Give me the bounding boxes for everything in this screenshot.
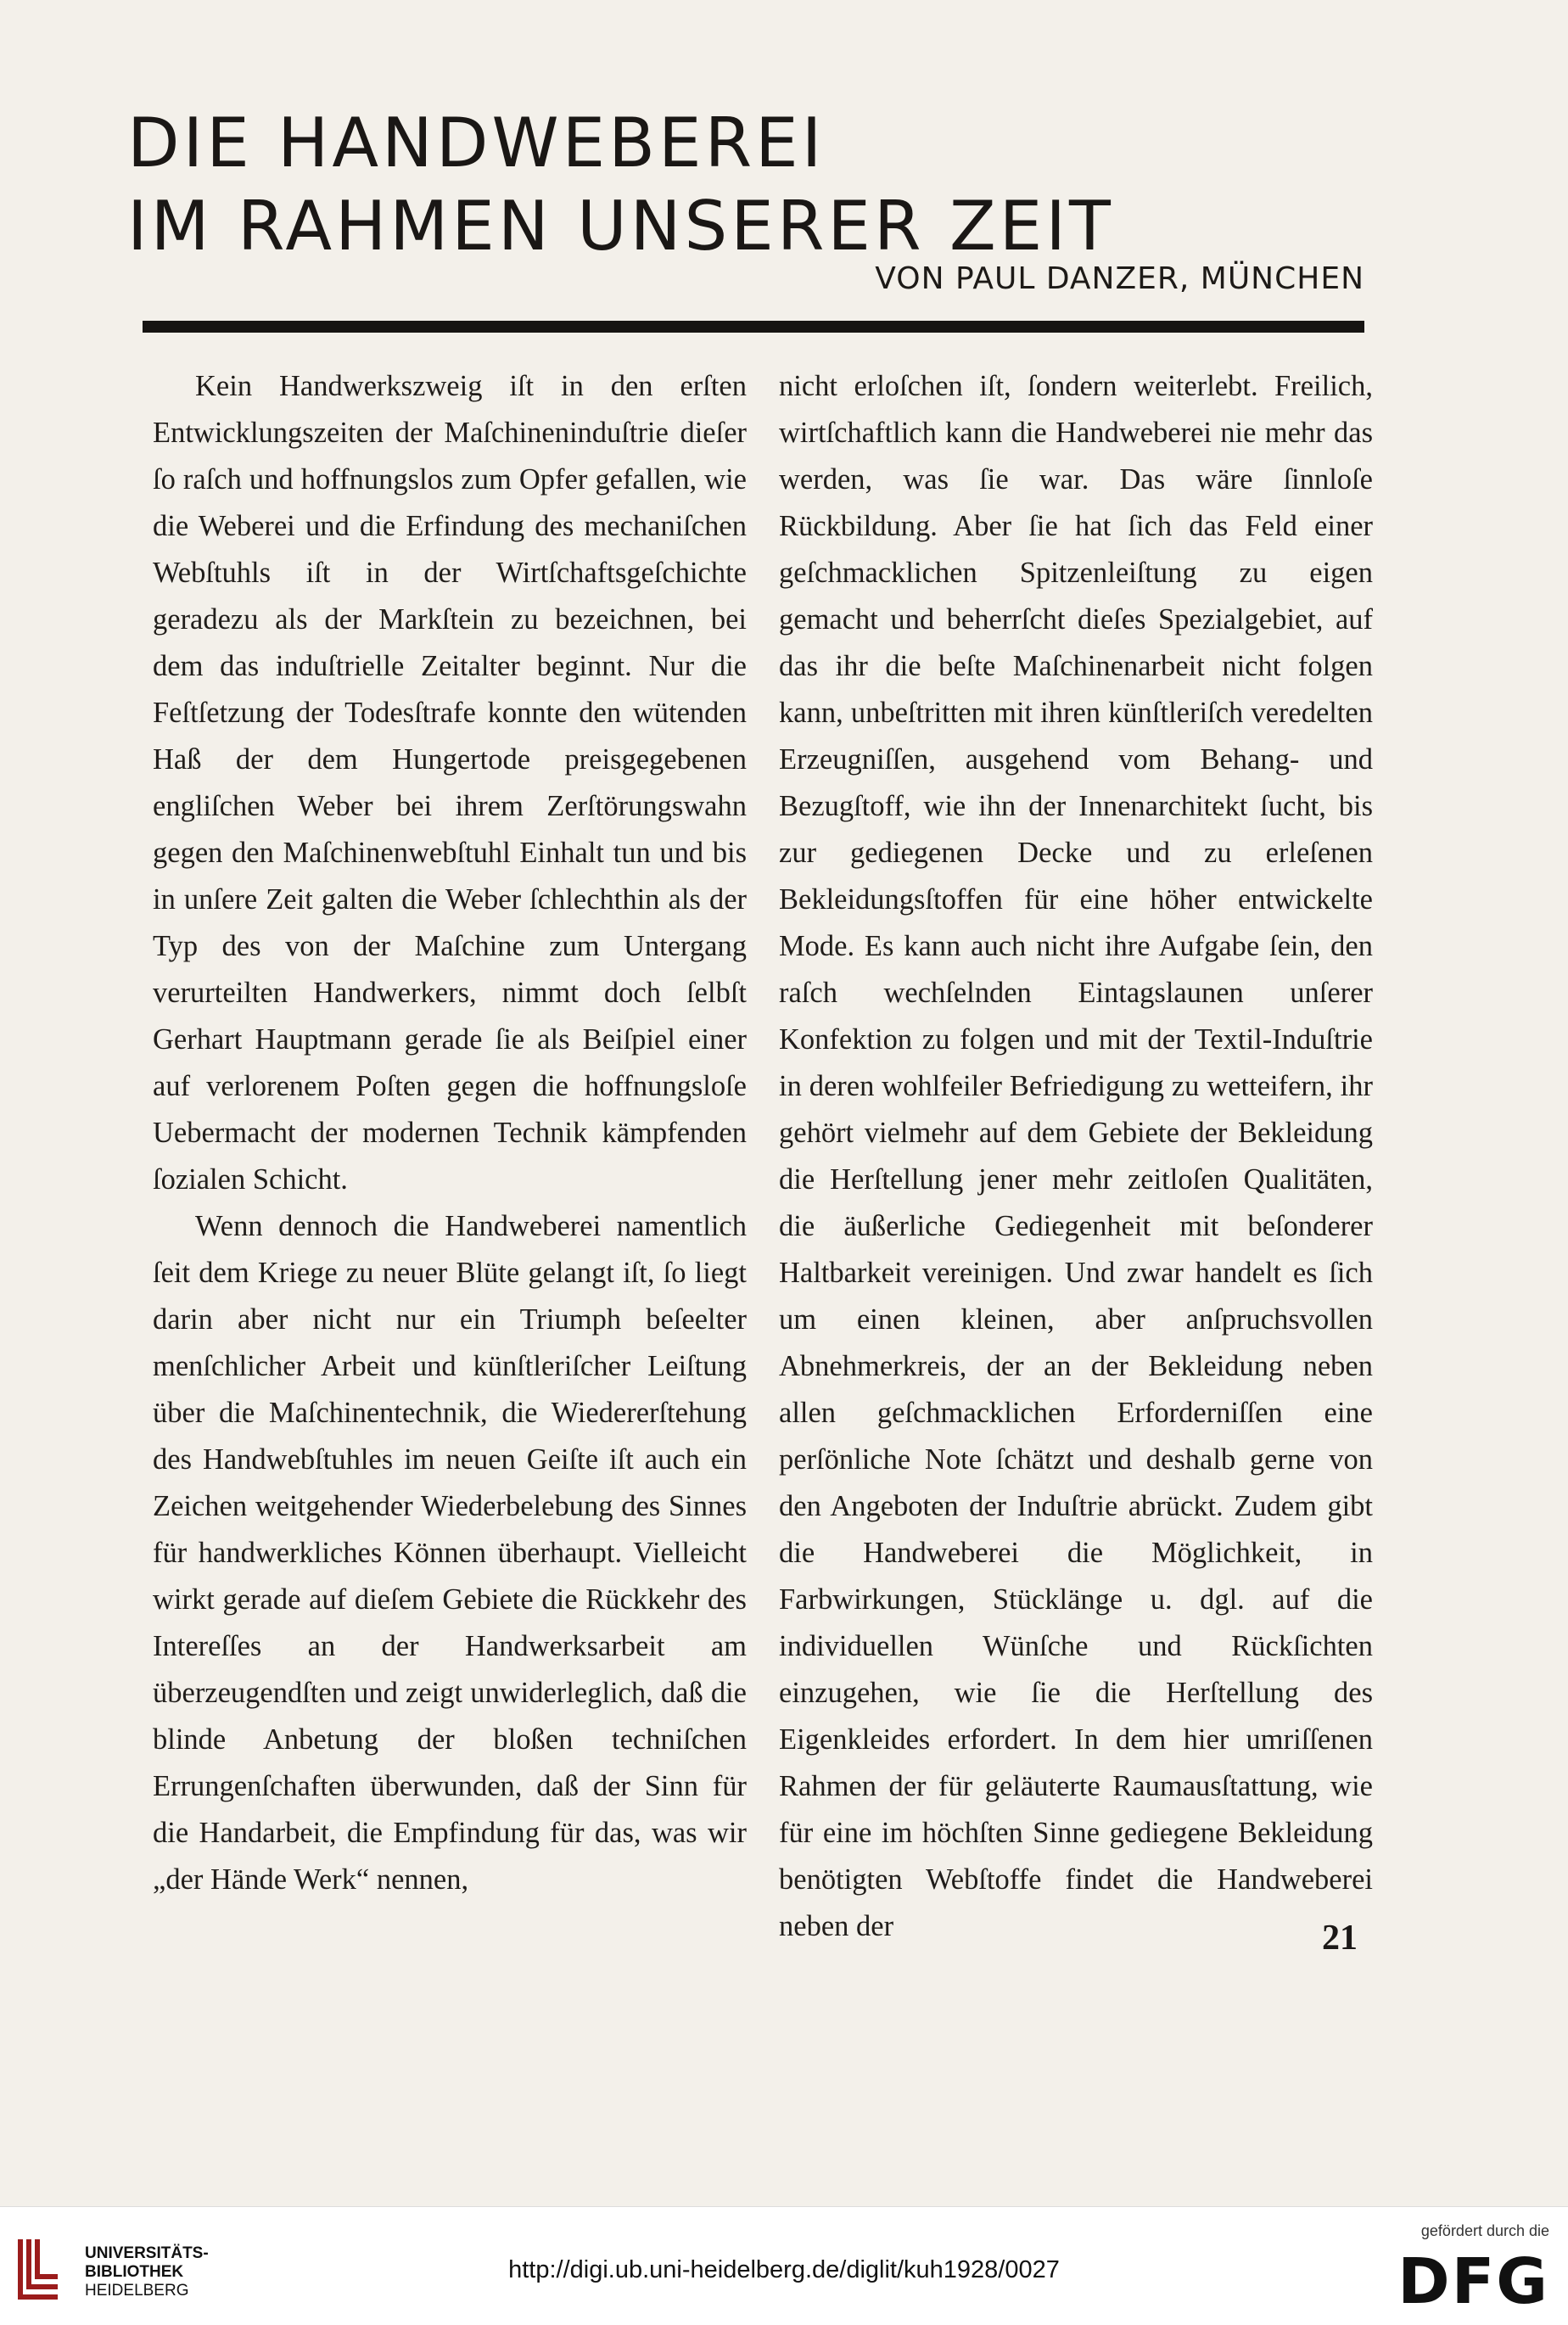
library-name-line: BIBLIOTHEK xyxy=(85,2263,184,2281)
sponsor-caption: gefördert durch die xyxy=(1420,2222,1549,2239)
title-line-1: DIE HANDWEBEREI xyxy=(127,104,826,182)
paragraph: Kein Handwerkszweig iſt in den erſten Entwicklungszeiten der Maſchineninduſtrie dieſer ſo raſch und hoffnungslos zum Opfer gefallen, wie die Weberei und die Erfindung des mechaniſchen Webſtuhls iſt in der Wirtſchaftsgeſchichte geradezu als der Markſtein zu bezeichnen, bei dem das induſtrielle Zeitalter beginnt. Nur die Feſtſetzung der Todesſtrafe konnte den wütenden Haß der dem Hungertode preisgegebenen engliſchen Weber bei ihrem Zerſtörungswahn gegen den Maſchinenwebſtuhl Einhalt tun und bis in unſere Zeit galten die Weber ſchlechthin als der Typ des von der Maſchine zum Untergang verurteilten Handwerkers, nimmt doch ſelbſt Gerhart Hauptmann gerade ſie als Beiſpiel einer auf verlorenem Poſten gegen die hoffnungsloſe Uebermacht der modernen Technik kämpfenden ſozialen Schicht. xyxy=(153,370,747,1196)
paragraph: Wenn dennoch die Handweberei namentlich ſeit dem Kriege zu neuer Blüte gelangt iſt, ſo liegt darin aber nicht nur ein Triumph beſeelter menſchlicher Arbeit und künſtleriſcher Leiſtung über die Maſchinentechnik, die Wiedererſtehung des Handwebſtuhles im neuen Geiſte iſt auch ein Zeichen weitgehender Wiederbelebung des Sinnes für handwerkliches Können überhaupt. Vielleicht wirkt gerade auf dieſem Gebiete die Rückkehr des Intereſſes an der Handwerksarbeit am überzeugendſten und zeigt unwiderleglich, daß die blinde Anbetung der bloßen techniſchen Errungenſchaften überwunden, daß der Sinn für die Handarbeit, die Empfindung für das, was wir „der Hände Werk“ nennen, xyxy=(153,1210,747,1896)
viewer-footer xyxy=(0,2206,1568,2325)
permalink-url[interactable]: http://digi.ub.uni-heidelberg.de/diglit/kuh1928/0027 xyxy=(508,2256,1060,2283)
title-rule xyxy=(143,321,1364,333)
library-name-line: HEIDELBERG xyxy=(85,2282,189,2300)
left-column xyxy=(153,363,747,1903)
author-byline: VON PAUL DANZER, MÜNCHEN xyxy=(875,261,1364,296)
article-title xyxy=(127,102,1400,268)
library-name-line: UNIVERSITÄTS- xyxy=(85,2244,209,2262)
dfg-logo[interactable]: DFG xyxy=(1397,2245,1549,2318)
page-number: 21 xyxy=(1322,1919,1358,1958)
paragraph: nicht erloſchen iſt, ſondern weiterlebt. Freilich, wirtſchaftlich kann die Handweberei nie mehr das werden, was ſie war. Das wäre ſinnloſe Rückbildung. Aber ſie hat ſich das Feld einer geſchmacklichen Spitzenleiſtung zu eigen gemacht und beherrſcht dieſes Spezialgebiet, auf das ihr die beſte Maſchinenarbeit nicht folgen kann, unbeſtritten mit ihren künſtleriſch veredelten Erzeugniſſen, ausgehend vom Behang- und Bezugſtoff, wie ihn der Innenarchitekt ſucht, bis zur gediegenen Decke und zu erleſenen Bekleidungsſtoffen für eine höher entwickelte Mode. Es kann auch nicht ihre Aufgabe ſein, den raſch wechſelnden Eintagslaunen unſerer Konfektion zu folgen und mit der Textil-Induſtrie in deren wohlfeiler Befriedigung zu wetteifern, ihr gehört vielmehr auf dem Gebiete der Bekleidung die Herſtellung jener mehr zeitloſen Qualitäten, die äußerliche Gediegenheit mit beſonderer Haltbarkeit vereinigen. Und zwar handelt es ſich um einen kleinen, aber anſpruchsvollen Abnehmerkreis, der an der Bekleidung neben allen geſchmacklichen Erforderniſſen eine perſönliche Note ſchätzt und deshalb gerne von den Angeboten der Induſtrie abrückt. Zudem gibt die Handweberei die Möglichkeit, in Farbwirkungen, Stücklänge u. dgl. auf die individuellen Wünſche und Rückſichten einzugehen, wie ſie die Herſtellung des Eigenkleides erfordert. In dem hier umriſſenen Rahmen der für geläuterte Raumausſtattung, wie für eine im höchſten Sinne gediegene Bekleidung benötigten Webſtoffe findet die Handweberei neben der xyxy=(779,370,1373,1942)
right-column xyxy=(779,363,1373,1950)
title-line-2: IM RAHMEN UNSERER ZEIT xyxy=(127,187,1114,266)
